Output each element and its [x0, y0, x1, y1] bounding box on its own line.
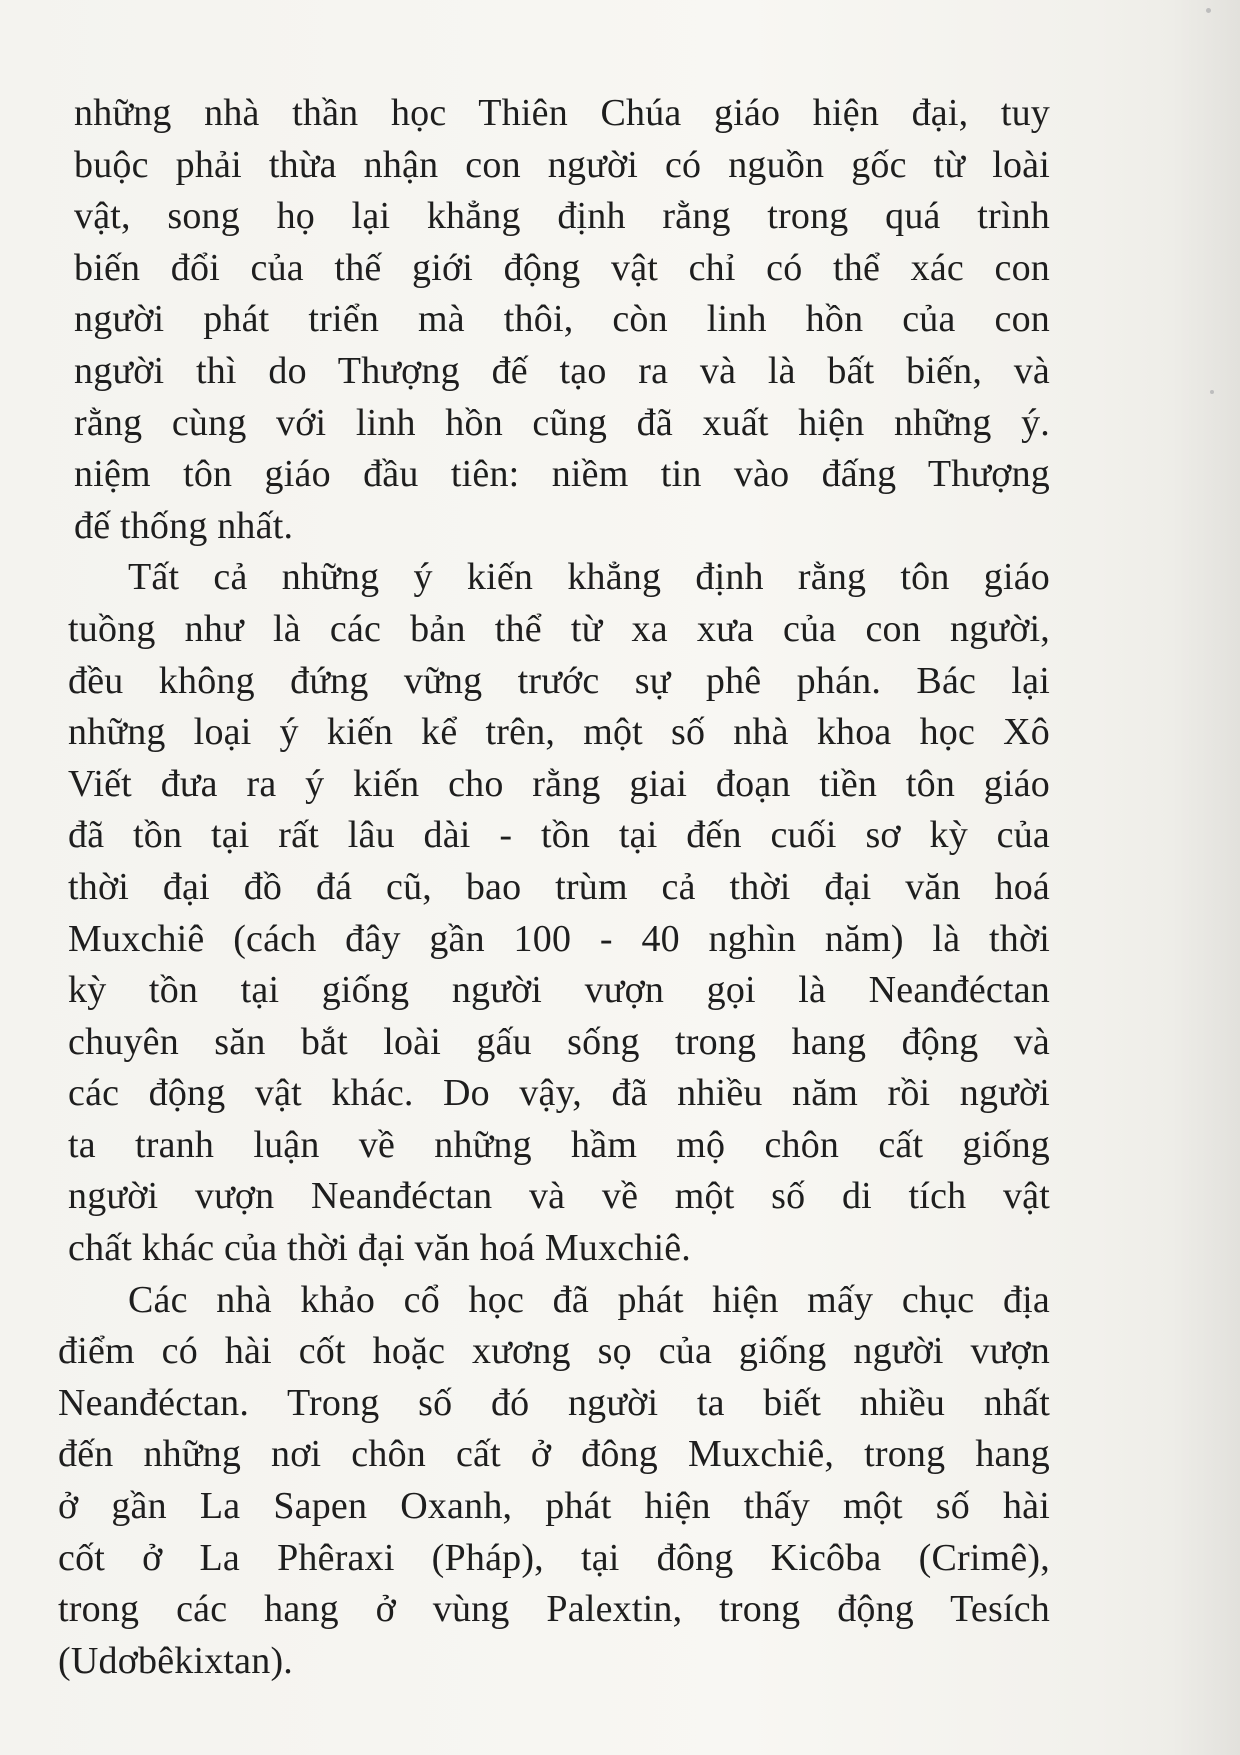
- text-line: Viết đưa ra ý kiến cho rằng giai đoạn tiền tôn giáo: [68, 762, 1050, 805]
- scan-speck: [1210, 390, 1214, 394]
- text-line: biến đổi của thế giới động vật chỉ có thể xác con: [74, 246, 1050, 289]
- text-line: điểm có hài cốt hoặc xương sọ của giống người vượn: [58, 1330, 1050, 1373]
- text-line: đế thống nhất.: [74, 504, 294, 547]
- paragraph-2: [58, 552, 1050, 1274]
- text-line: rằng cùng với linh hồn cũng đã xuất hiện những ý.: [74, 401, 1050, 444]
- text-line: trong các hang ở vùng Palextin, trong động Tesích: [58, 1588, 1050, 1631]
- text-line: đã tồn tại rất lâu dài - tồn tại đến cuối sơ kỳ của: [68, 814, 1050, 857]
- text-line: (Udơbêkixtan).: [58, 1639, 293, 1682]
- text-line: người phát triển mà thôi, còn linh hồn của con: [74, 298, 1050, 341]
- paragraph-1: [58, 88, 1050, 552]
- text-line: người vượn Neanđéctan và về một số di tích vật: [68, 1175, 1050, 1218]
- text-line: buộc phải thừa nhận con người có nguồn gốc từ loài: [74, 143, 1050, 186]
- text-line: chuyên săn bắt loài gấu sống trong hang động và: [68, 1020, 1050, 1063]
- text-line: những nhà thần học Thiên Chúa giáo hiện đại, tuy: [74, 92, 1050, 134]
- text-line: ta tranh luận về những hầm mộ chôn cất giống: [68, 1123, 1050, 1166]
- text-line: ở gần La Sapen Oxanh, phát hiện thấy một số hài: [58, 1485, 1050, 1528]
- text-line: Tất cả những ý kiến khẳng định rằng tôn giáo: [128, 556, 1050, 599]
- text-line: tuồng như là các bản thể từ xa xưa của con người,: [68, 607, 1050, 650]
- text-line: Neanđéctan. Trong số đó người ta biết nhiều nhất: [58, 1381, 1050, 1424]
- text-line: niệm tôn giáo đầu tiên: niềm tin vào đấng Thượng: [74, 453, 1050, 496]
- text-line: các động vật khác. Do vậy, đã nhiều năm rồi người: [68, 1072, 1050, 1115]
- paragraph-3: [58, 1275, 1050, 1688]
- text-line: người thì do Thượng đế tạo ra và là bất biến, và: [74, 349, 1050, 392]
- text-line: thời đại đồ đá cũ, bao trùm cả thời đại văn hoá: [68, 865, 1050, 908]
- text-line: vật, song họ lại khẳng định rằng trong quá trình: [74, 195, 1050, 238]
- body-text: [58, 88, 1050, 1687]
- scan-speck: [1206, 8, 1211, 13]
- text-line: chất khác của thời đại văn hoá Muxchiê.: [68, 1227, 691, 1270]
- text-line: cốt ở La Phêraxi (Pháp), tại đông Kicôba (Crimê),: [58, 1536, 1050, 1579]
- text-line: đến những nơi chôn cất ở đông Muxchiê, trong hang: [58, 1433, 1050, 1476]
- text-line: Muxchiê (cách đây gần 100 - 40 nghìn năm) là thời: [68, 917, 1050, 960]
- text-line: Các nhà khảo cổ học đã phát hiện mấy chục địa: [128, 1278, 1050, 1321]
- text-line: đều không đứng vững trước sự phê phán. Bác lại: [68, 659, 1050, 702]
- page-edge-shadow: [1170, 0, 1240, 1755]
- text-line: những loại ý kiến kể trên, một số nhà khoa học Xô: [68, 711, 1050, 754]
- text-line: kỳ tồn tại giống người vượn gọi là Neanđéctan: [68, 969, 1050, 1012]
